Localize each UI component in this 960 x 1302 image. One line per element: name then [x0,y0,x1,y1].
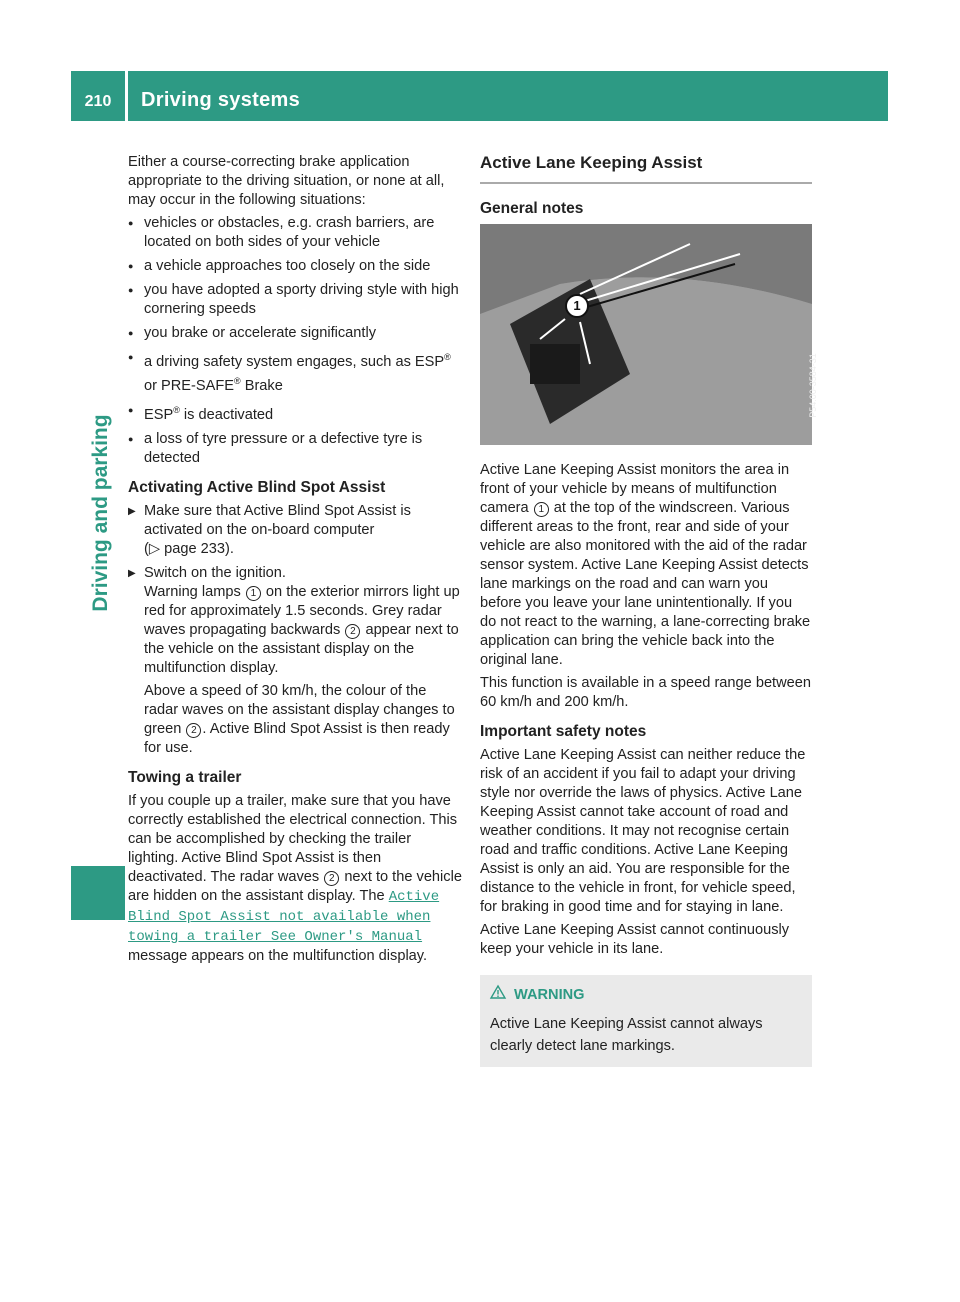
side-tab-label: Driving and parking [89,414,112,612]
intro-paragraph: Either a course-correcting brake application appropriate to the driving situation, or none at all, may occur in the following situations: [128,154,445,208]
list-item: ● you have adopted a sporty driving style with high cornering speeds [128,281,462,319]
photo-illustration [480,224,812,445]
step-text: Above a speed of 30 km/h, the colour of the radar waves on the assistant display changes to green [144,682,455,737]
warning-text: Active Lane Keeping Assist cannot always clearly detect lane markings. [490,1016,763,1054]
heading-safety-notes: Important safety notes [480,723,647,740]
page-reference-link[interactable]: (▷ page 233). [144,540,234,557]
step-text: Switch on the ignition. [144,564,286,581]
header-divider [125,71,128,121]
warning-box [480,975,812,1067]
photo-callout-1: 1 [573,298,581,313]
situations-list [128,214,462,468]
side-tab-marker [71,866,125,920]
paragraph-text: next to the vehicle are hidden on the assistant display. The [128,868,462,904]
display-message: Active Blind Spot Assist not available when towing a trailer See Owner's Manual [128,888,440,945]
section-title: Driving systems [141,89,301,111]
step-text: Warning lamps [144,583,241,600]
general-paragraph [480,461,812,670]
list-item-text: a driving safety system engages, such as ESP [144,353,445,370]
step-text: . Active Blind Spot Assist is then ready for use. [144,720,450,756]
step-item [128,564,462,758]
callout-1-icon: 1 [246,586,261,601]
side-tab [86,178,116,848]
registered-mark: ® [173,404,180,415]
list-item: ● a vehicle approaches too closely on the side [128,257,462,276]
windscreen-camera-photo [480,224,819,445]
step-item [128,502,462,559]
callout-1-icon: 1 [534,502,549,517]
heading-activating: Activating Active Blind Spot Assist [128,478,386,496]
list-item [128,348,462,396]
paragraph-text: If you couple up a trailer, make sure that you have correctly established the electrical connection. This can be accomplished by checking the trailer lighting. Active Blind Spot Assist is then deactivated. The radar waves [128,792,458,885]
callout-2-icon: 2 [324,871,339,886]
right-column [480,153,819,1067]
warning-label: WARNING [514,986,585,1003]
list-item: ● vehicles or obstacles, e.g. crash barriers, are located on both sides of your vehicle [128,214,462,252]
list-item-text: Brake [240,377,283,394]
steps-list [128,502,462,758]
paragraph-text: message appears on the multifunction display. [128,947,428,964]
photo-code: P54.00-3584-31 [808,353,819,418]
callout-2-icon: 2 [345,624,360,639]
step-note [144,682,462,758]
list-item [128,401,462,425]
list-item-text: is deactivated [179,406,274,423]
list-item-text: or PRE-SAFE [144,377,235,394]
callout-2-icon: 2 [186,723,201,738]
towing-paragraph [128,792,462,966]
heading-general-notes: General notes [480,200,584,217]
safety-paragraph: Active Lane Keeping Assist can neither reduce the risk of an accident if you fail to adapt your driving style nor override the laws of physics. Active Lane Keeping Assist cannot take account of road and weather conditions. It may not recognise certain road and traffic conditions. Active Lane Keeping Assist is only an aid. You are responsible for the distance to the vehicle in front, for vehicle speed, for braking in good time and for staying in lane. [480,747,806,915]
heading-towing: Towing a trailer [128,768,242,786]
list-item: ● a loss of tyre pressure or a defective tyre is detected [128,430,462,468]
registered-mark: ® [444,352,451,362]
speed-range-paragraph: This function is available in a speed range between 60 km/h and 200 km/h. [480,675,812,710]
registered-mark: ® [234,375,241,386]
step-text: Make sure that Active Blind Spot Assist is activated on the on-board computer [144,502,411,538]
paragraph-text: Active Lane Keeping Assist monitors the area in front of your vehicle by means of multifunction camera [480,462,790,516]
list-item-text: ESP [144,406,174,423]
safety-paragraph-2: Active Lane Keeping Assist cannot continuously keep your vehicle in its lane. [480,922,790,957]
left-column [128,153,462,970]
step-text: appear next to the vehicle on the assistant display on the multifunction display. [144,621,459,676]
warning-header [490,985,798,1005]
page-number: 210 [84,93,112,110]
warning-triangle-icon [490,985,506,1005]
paragraph-text: at the top of the windscreen. Various different areas to the front, rear and side of your vehicle are also monitored with the aid of the radar sensor system. Active Lane Keeping Assist detects lane markings on the road and can warn you before you leave your lane unintentionally. If you do not react to the warning, a lane-correcting brake application can bring the vehicle back into the original lane. [480,500,811,668]
step-text: on the exterior mirrors light up red for approximately 1.5 seconds. Grey radar waves propagating backwards [144,583,460,638]
heading-main: Active Lane Keeping Assist [480,153,812,184]
list-item: ● you brake or accelerate significantly [128,324,462,343]
